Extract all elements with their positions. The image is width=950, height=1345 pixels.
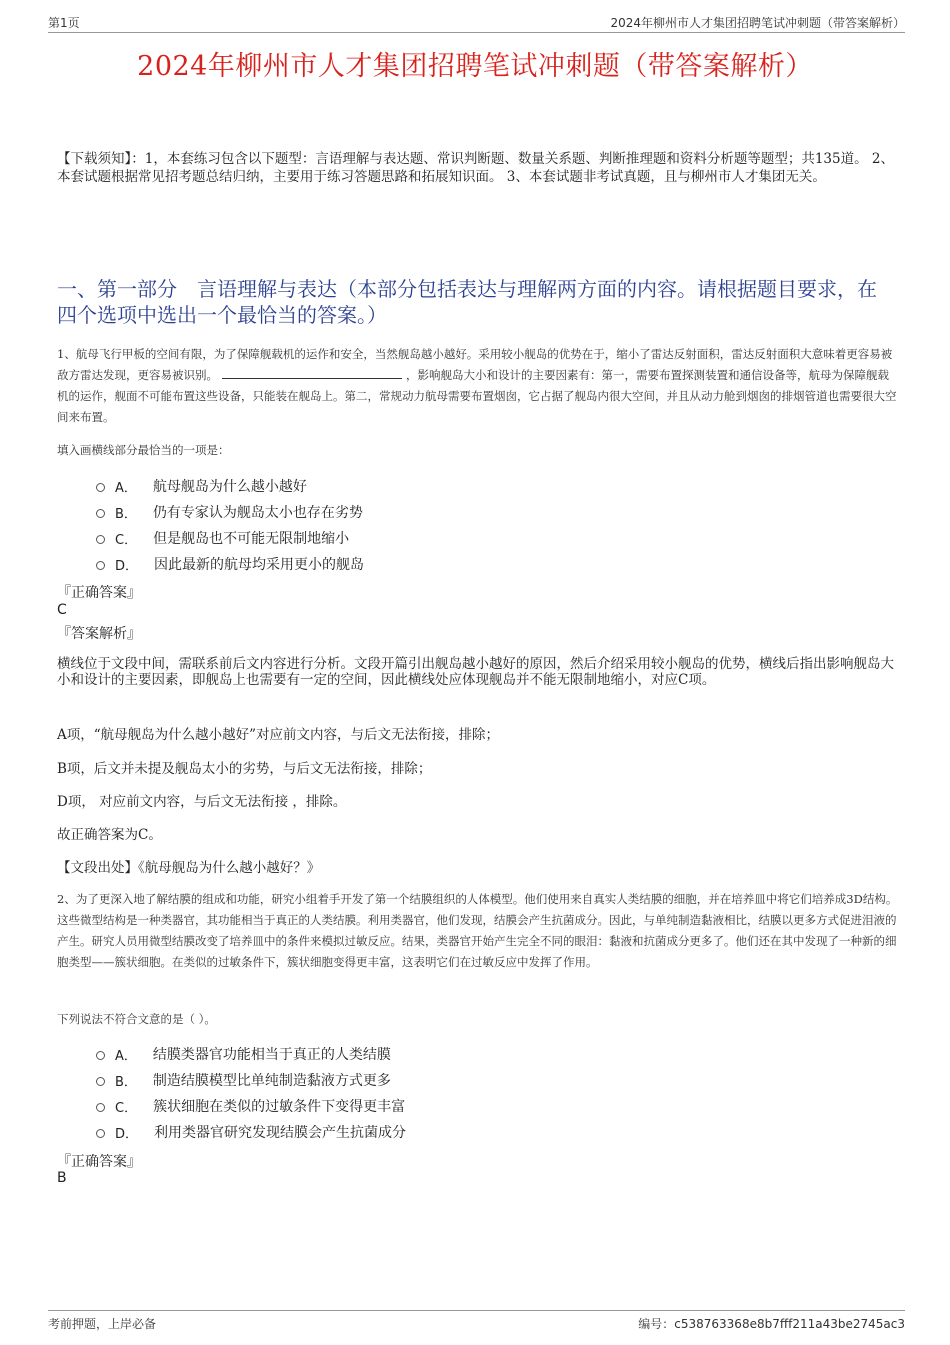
option-a[interactable] bbox=[96, 473, 364, 499]
question-1-options bbox=[96, 473, 364, 577]
page-number: 第1页 bbox=[48, 16, 80, 30]
correct-answer: B bbox=[57, 1170, 67, 1186]
question-2-stem: 2、为了更深入地了解结膜的组成和功能，研究小组着手开发了第一个结膜组织的人体模型。他们使用来自真实人类结膜的细胞，并在培养皿中将它们培养成3D结构。这些微型结构是一种类器官，其功能相当于真正的人类结膜。利用类器官，他们发现，结膜会产生抗菌成分。因此，与单纯制造黏液相比，结膜以更多方式促进泪液的产生。研究人员用微型结膜改变了培养皿中的条件来模拟过敏反应。结果，类器官开始产生完全不同的眼泪：黏液和抗菌成分更多了。他们还在其中发现了一种新的细胞类型——簇状细胞。在类似的过敏条件下，簇状细胞变得更丰富，这表明它们在过敏反应中发挥了作用。 bbox=[57, 892, 898, 969]
question-1-stem-part1: 1、航母飞行甲板的空间有限，为了保障舰载机的运作和安全，当然舰岛越小越好。采用较小舰岛的优势在于，缩小了雷达反射面积，雷达反射面积大意味着更容易被敌方雷达发现，更容易被识别。 bbox=[57, 347, 893, 382]
option-c[interactable] bbox=[96, 525, 364, 551]
fill-blank-line bbox=[222, 366, 402, 379]
option-letter: D． bbox=[115, 558, 139, 574]
radio-icon[interactable] bbox=[96, 509, 105, 518]
option-text: 因此最新的航母均采用更小的舰岛 bbox=[154, 557, 365, 573]
analysis-option-a: A项，“航母舰岛为什么越小越好”对应前文内容，与后文无法衔接，排除； bbox=[57, 727, 500, 743]
option-letter: C． bbox=[115, 1100, 138, 1116]
option-c[interactable] bbox=[96, 1093, 406, 1119]
analysis-option-b: B项，后文并未提及舰岛太小的劣势，与后文无法衔接，排除； bbox=[57, 761, 432, 777]
option-a[interactable] bbox=[96, 1041, 406, 1067]
radio-icon[interactable] bbox=[96, 1103, 105, 1112]
option-text: 簇状细胞在类似的过敏条件下变得更丰富 bbox=[153, 1099, 406, 1115]
option-d[interactable] bbox=[96, 1119, 406, 1145]
option-letter: C． bbox=[115, 532, 138, 548]
correct-answer: C bbox=[57, 602, 67, 618]
analysis-option-d: D项， 对应前文内容，与后文无法衔接 ，排除。 bbox=[57, 794, 347, 810]
option-text: 利用类器官研究发现结膜会产生抗菌成分 bbox=[154, 1125, 407, 1141]
page-footer bbox=[48, 1310, 905, 1331]
question-1-prompt: 填入画横线部分最恰当的一项是： bbox=[57, 443, 230, 457]
option-b[interactable] bbox=[96, 1067, 406, 1093]
option-text: 仍有专家认为舰岛太小也存在劣势 bbox=[152, 505, 363, 521]
option-letter: B． bbox=[115, 1074, 137, 1090]
option-d[interactable] bbox=[96, 551, 364, 577]
radio-icon[interactable] bbox=[96, 535, 105, 544]
question-2-prompt: 下列说法不符合文意的是（ ）。 bbox=[57, 1012, 216, 1026]
radio-icon[interactable] bbox=[96, 561, 105, 570]
section-heading: 一、第一部分 言语理解与表达（本部分包括表达与理解两方面的内容。请根据题目要求，在四个选项中选出一个最恰当的答案。） bbox=[57, 277, 877, 327]
header-doc-title: 2024年柳州市人才集团招聘笔试冲刺题（带答案解析） bbox=[610, 16, 905, 30]
download-notice: 【下载须知】：1，本套练习包含以下题型：言语理解与表达题、常识判断题、数量关系题、判断推理题和资料分析题等题型；共135道。 2、本套试题根据常见招考题总结归纳，主要用于练习答题思路和拓展知识面。 3、本套试题非考试真题，且与柳州市人才集团无关。 bbox=[57, 151, 894, 185]
document-title: 2024年柳州市人才集团招聘笔试冲刺题（带答案解析） bbox=[137, 51, 813, 82]
source-citation: 【文段出处】《航母舰岛为什么越小越好？》 bbox=[57, 860, 321, 876]
correct-answer-label: 『正确答案』 bbox=[57, 1154, 141, 1170]
question-2-options bbox=[96, 1041, 406, 1145]
option-b[interactable] bbox=[96, 499, 364, 525]
question-1-stem bbox=[57, 344, 900, 428]
option-letter: D． bbox=[115, 1126, 139, 1142]
radio-icon[interactable] bbox=[96, 1129, 105, 1138]
option-letter: B． bbox=[115, 506, 137, 522]
correct-answer-label: 『正确答案』 bbox=[57, 585, 141, 601]
option-text: 航母舰岛为什么越小越好 bbox=[152, 479, 307, 495]
page-header bbox=[48, 14, 905, 33]
option-text: 但是舰岛也不可能无限制地缩小 bbox=[153, 531, 350, 547]
radio-icon[interactable] bbox=[96, 1077, 105, 1086]
document-id: 编号：c538763368e8b7fff211a43be2745ac3 bbox=[638, 1317, 905, 1331]
analysis-paragraph: 横线位于文段中间，需联系前后文内容进行分析。文段开篇引出舰岛越小越好的原因，然后介绍采用较小舰岛的优势，横线后指出影响舰岛大小和设计的主要因素，即舰岛上也需要有一定的空间，因此横线处应体现舰岛并不能无限制地缩小，对应C项。 bbox=[57, 656, 894, 688]
question-1-stem-part2: ，影响舰岛大小和设计的主要因素有：第一，需要布置探测装置和通信设备等，航母为保障舰载机的运作，舰面不可能布置这些设备，只能装在舰岛上。第二，常规动力航母需要布置烟囱，它占据了舰岛内很大空间，并且从动力舱到烟囱的排烟管道也需要很大空间来布置。 bbox=[57, 368, 897, 424]
radio-icon[interactable] bbox=[96, 483, 105, 492]
option-text: 制造结膜模型比单纯制造黏液方式更多 bbox=[152, 1073, 391, 1089]
analysis-conclusion: 故正确答案为C。 bbox=[57, 827, 162, 843]
radio-icon[interactable] bbox=[96, 1051, 105, 1060]
option-letter: A． bbox=[115, 1048, 137, 1064]
footer-slogan: 考前押题，上岸必备 bbox=[48, 1317, 157, 1331]
option-text: 结膜类器官功能相当于真正的人类结膜 bbox=[152, 1047, 391, 1063]
analysis-label: 『答案解析』 bbox=[57, 626, 141, 642]
option-letter: A． bbox=[115, 480, 137, 496]
